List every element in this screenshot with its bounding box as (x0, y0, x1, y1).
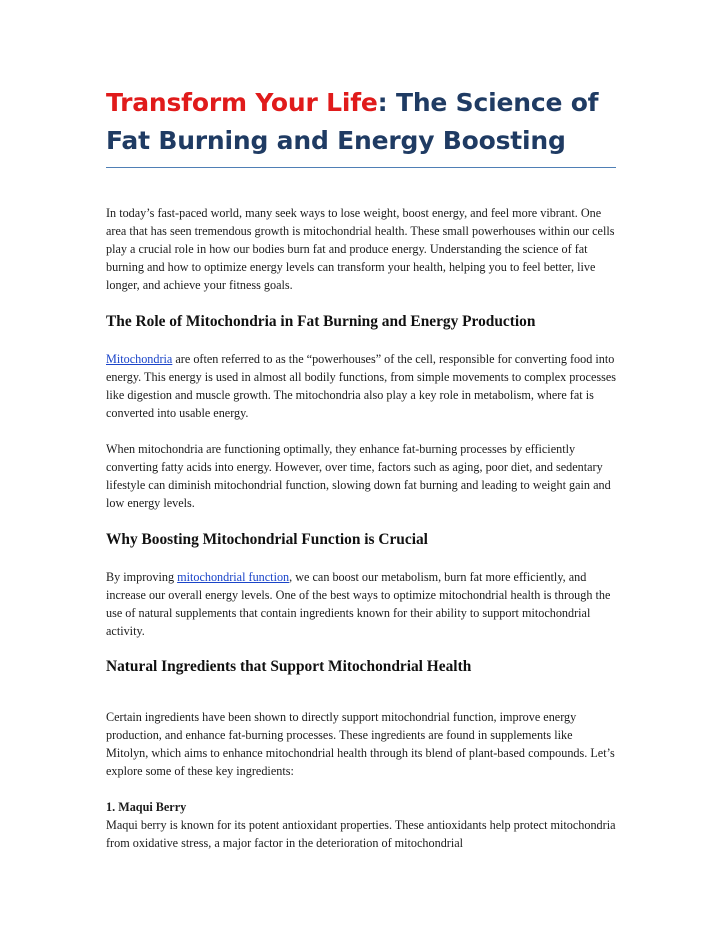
boosting-paragraph-start: By improving (106, 570, 178, 584)
mitochondria-paragraph-text: are often referred to as the “powerhouses” of the cell, responsible for converting food into energy. This energy is used in almost all bodily functions, from simple movements to complex processes like digestion and muscle growth. The mitochondria also play a key role in metabolism, where fat is converted into usable energy. (106, 352, 616, 420)
title-accent: Transform Your Life (106, 88, 378, 117)
optimal-function-paragraph: When mitochondria are functioning optimally, they enhance fat-burning processes by efficiently converting fatty acids into energy. However, over time, factors such as aging, poor diet, and sedentary lifestyle can diminish mitochondrial function, slowing down fat burning and leading to weight gain and low energy levels. (106, 442, 611, 510)
title-rest: : The Science of Fat Burning and Energy Boosting (106, 88, 599, 155)
title-divider (106, 167, 616, 168)
section-heading-mitochondria-role: The Role of Mitochondria in Fat Burning and Energy Production (106, 313, 536, 330)
mitochondria-link[interactable]: Mitochondria (106, 352, 173, 366)
intro-paragraph: In today’s fast-paced world, many seek ways to lose weight, boost energy, and feel more vibrant. One area that has seen tremendous growth is mitochondrial health. These small powerhouses within our cells play a crucial role in how our bodies burn fat and produce energy. Understanding the science of fat burning and how to optimize energy levels can transform your health, helping you to feel better, live longer, and achieve your fitness goals. (106, 206, 615, 292)
section-heading-natural-ingredients: Natural Ingredients that Support Mitochondrial Health (106, 658, 472, 675)
mitochondrial-function-link[interactable]: mitochondrial function (177, 570, 290, 584)
page-title (106, 84, 616, 160)
ingredient-item-maqui-berry (106, 798, 616, 852)
section-heading-boosting: Why Boosting Mitochondrial Function is Crucial (106, 531, 428, 548)
ingredients-intro-paragraph: Certain ingredients have been shown to directly support mitochondrial function, improve energy production, and enhance fat-burning processes. These ingredients are found in supplements like Mitolyn, which aims to enhance mitochondrial health through its blend of plant-based compounds. Let’s explore some of these key ingredients: (106, 710, 615, 778)
article-body (106, 84, 616, 852)
mitochondria-paragraph (106, 350, 616, 422)
boosting-paragraph-end: , we can boost our metabolism, burn fat more efficiently, and increase our overall energy levels. One of the best ways to optimize mitochondrial health is through the use of natural supplements that contain ingredients known for their ability to support mitochondrial activity. (106, 570, 611, 638)
ingredient-description: Maqui berry is known for its potent antioxidant properties. These antioxidants help protect mitochondria from oxidative stress, a major factor in the deterioration of mitochondrial (106, 818, 616, 850)
ingredient-title: 1. Maqui Berry (106, 800, 187, 814)
boosting-paragraph (106, 568, 616, 640)
